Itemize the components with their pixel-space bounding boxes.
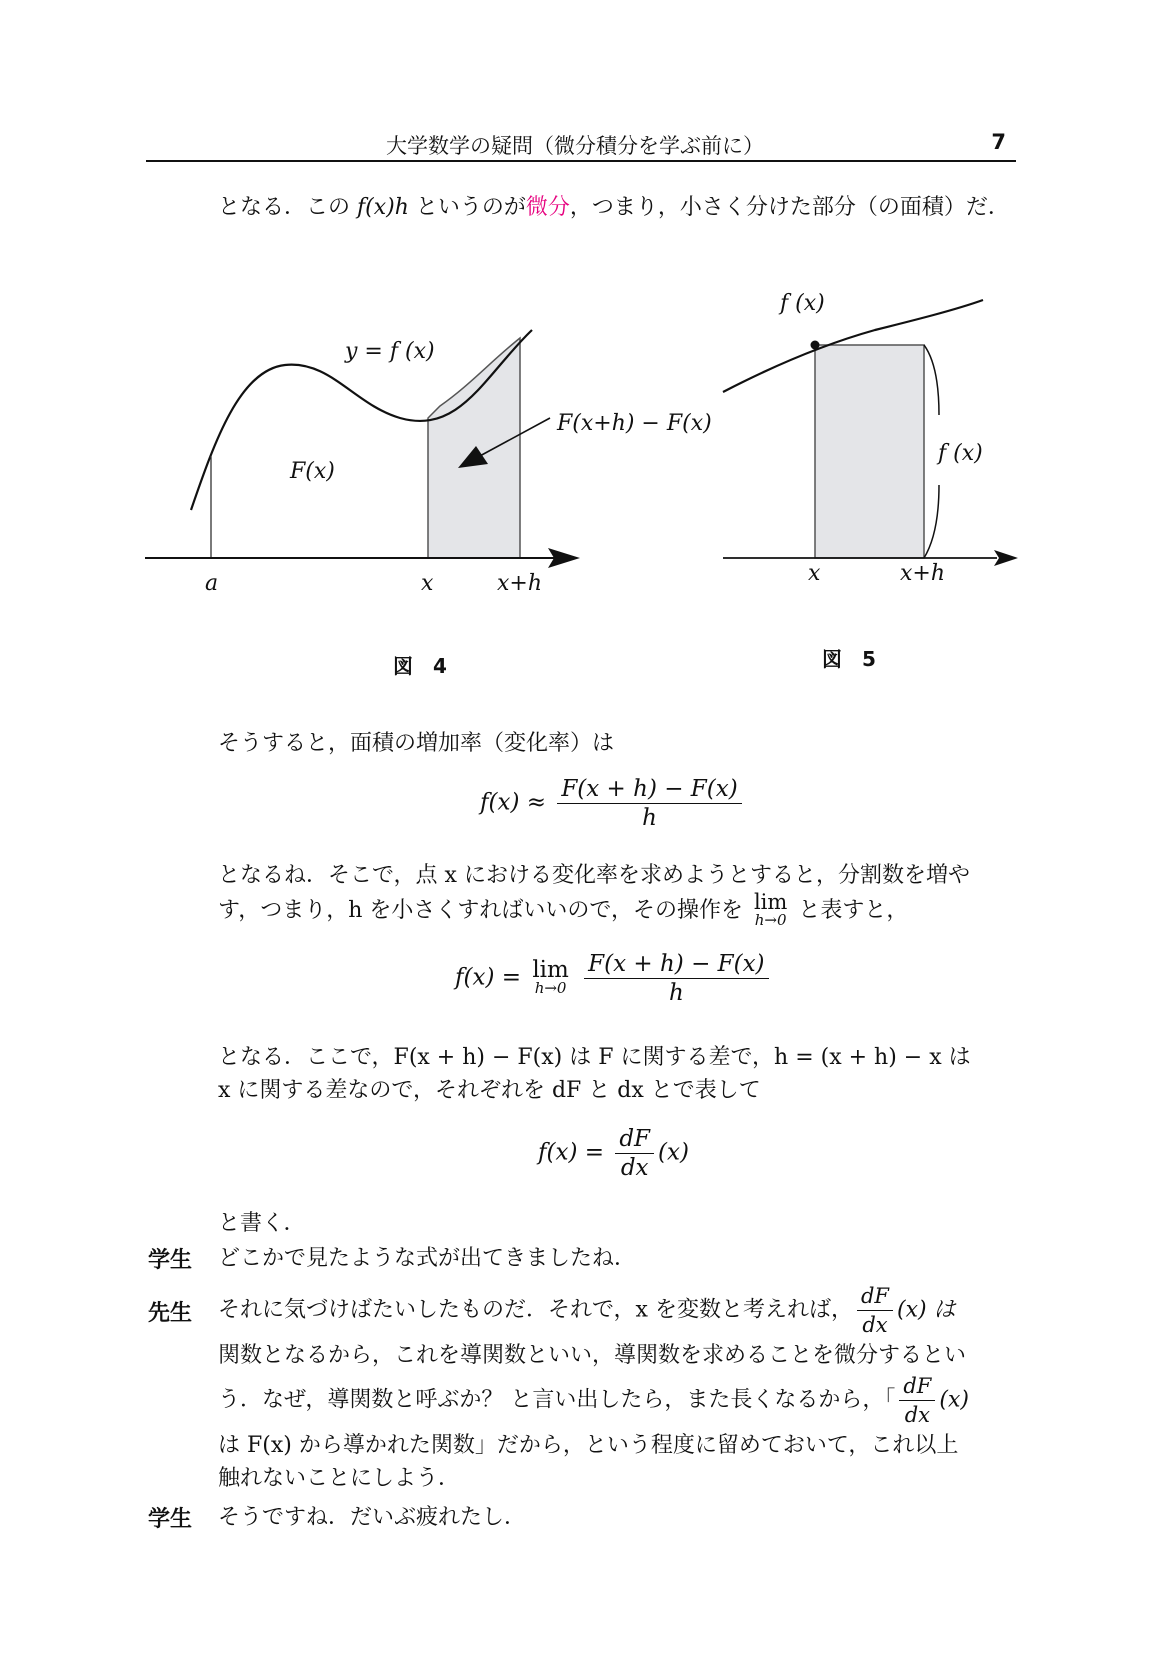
- teacher-l1-post: (x) は: [896, 1297, 956, 1323]
- speaker-teacher: 先生: [148, 1301, 193, 1326]
- teacher-l1-num: dF: [857, 1282, 893, 1311]
- text-paragraph-3-line1: となる．ここで，F(x + h) − F(x) は F に関する差で，h = (x + h) − x は: [218, 1045, 971, 1070]
- eq3-fraction: [615, 1125, 654, 1182]
- header-title: 大学数学の疑問（微分積分を学ぶ前に）: [386, 134, 764, 158]
- height-brace-bottom: [924, 485, 939, 558]
- eq3-lhs: f(x) =: [538, 1139, 605, 1166]
- rectangle-area: [815, 345, 924, 558]
- figure-5: [715, 280, 1025, 586]
- figure-4-caption: 図 4: [393, 654, 447, 678]
- teacher-l3-fraction: [899, 1372, 935, 1429]
- eq2-numerator: F(x + h) − F(x): [584, 950, 768, 979]
- teacher-line-3: [218, 1372, 969, 1429]
- equation-approx: [480, 775, 746, 832]
- teacher-l1-fraction: [857, 1282, 893, 1339]
- axis-label-x-plus-h: x+h: [497, 571, 543, 596]
- eq2-limit: [532, 956, 569, 997]
- text-paragraph-2-line2: [218, 890, 909, 929]
- teacher-l3-post: (x): [939, 1387, 969, 1413]
- axis-label-x: x: [421, 571, 434, 596]
- inline-lim: lim: [753, 890, 788, 914]
- curve-label: y = f (x): [345, 339, 435, 364]
- axis-label-a: a: [205, 571, 219, 596]
- equation-dfdx: [538, 1125, 689, 1182]
- area-label: F(x): [290, 459, 335, 484]
- x-axis-arrowhead: [994, 550, 1018, 566]
- point-dot: [811, 341, 820, 350]
- intro-expr: f(x)h: [357, 195, 409, 220]
- intro-mid: というのが: [408, 195, 526, 220]
- eq2-denominator: h: [668, 980, 684, 1006]
- student-line-2: そうですね．だいぶ疲れたし．: [218, 1505, 527, 1530]
- text-paragraph-3-line2: x に関する差なので，それぞれを dF と dx とで表して: [218, 1078, 761, 1103]
- eq1-lhs: f(x) ≈: [480, 789, 547, 816]
- shaded-area: [428, 338, 520, 558]
- height-label: f (x): [938, 441, 983, 466]
- text2-pre: す，つまり，h を小さくすればいいので，その操作を: [218, 898, 750, 923]
- teacher-l1-pre: それに気づけばたいしたものだ．それで，x を変数と考えれば，: [218, 1297, 853, 1323]
- speaker-student-2: 学生: [148, 1507, 193, 1532]
- axis-label-x: x: [808, 561, 821, 586]
- text-paragraph-2-line1: となるね．そこで，点 x における変化率を求めようとすると，分割数を増や: [218, 863, 970, 888]
- inline-lim-sub: h→0: [754, 911, 787, 929]
- eq2-fraction: [584, 950, 768, 1007]
- running-head: [146, 130, 1016, 162]
- intro-pre: となる．この: [218, 195, 357, 220]
- teacher-line-5: 触れないことにしよう．: [218, 1466, 461, 1491]
- eq1-numerator: F(x + h) − F(x): [557, 775, 741, 804]
- page-number: 7: [991, 130, 1006, 154]
- intro-post: ，つまり，小さく分けた部分（の面積）だ．: [569, 195, 1010, 220]
- height-brace-top: [924, 345, 939, 415]
- teacher-line-4: は F(x) から導かれた関数」だから，という程度に留めておいて，これ以上: [218, 1433, 959, 1458]
- eq2-lim: lim: [532, 956, 569, 983]
- eq2-lhs: f(x) =: [455, 964, 522, 991]
- student-line-1: どこかで見たような式が出てきましたね．: [218, 1246, 637, 1271]
- teacher-l1-den: dx: [862, 1313, 888, 1337]
- highlight-bibun: 微分: [525, 195, 570, 220]
- teacher-l3-den: dx: [904, 1403, 930, 1427]
- text-paragraph-4: と書く．: [218, 1211, 306, 1236]
- eq2-lim-sub: h→0: [534, 978, 567, 997]
- teacher-l3-num: dF: [899, 1372, 935, 1401]
- intro-line: [218, 192, 1010, 224]
- speaker-student: 学生: [148, 1248, 193, 1273]
- figure-4: [140, 300, 712, 600]
- text-paragraph-1: そうすると，面積の増加率（変化率）は: [218, 731, 615, 756]
- eq1-fraction: [557, 775, 741, 832]
- eq3-denominator: dx: [620, 1155, 649, 1181]
- text2-post: と表すと，: [791, 898, 909, 923]
- point-label: f (x): [780, 291, 825, 316]
- teacher-line-1: [218, 1282, 956, 1339]
- axis-label-x-plus-h: x+h: [900, 561, 946, 586]
- teacher-line-2: 関数となるから，これを導関数といい，導関数を求めることを微分するとい: [218, 1343, 967, 1368]
- equation-derivative-limit: [455, 950, 773, 1007]
- difference-label: F(x+h) − F(x): [557, 411, 712, 436]
- eq3-numerator: dF: [615, 1125, 654, 1154]
- figure-5-caption: 図 5: [822, 647, 876, 671]
- eq1-denominator: h: [642, 805, 657, 831]
- teacher-l3-pre: う．なぜ，導関数と呼ぶか？ と言い出したら，また長くなるから，「: [218, 1387, 896, 1413]
- eq3-rhs: (x): [658, 1139, 689, 1166]
- inline-limit: [753, 890, 788, 929]
